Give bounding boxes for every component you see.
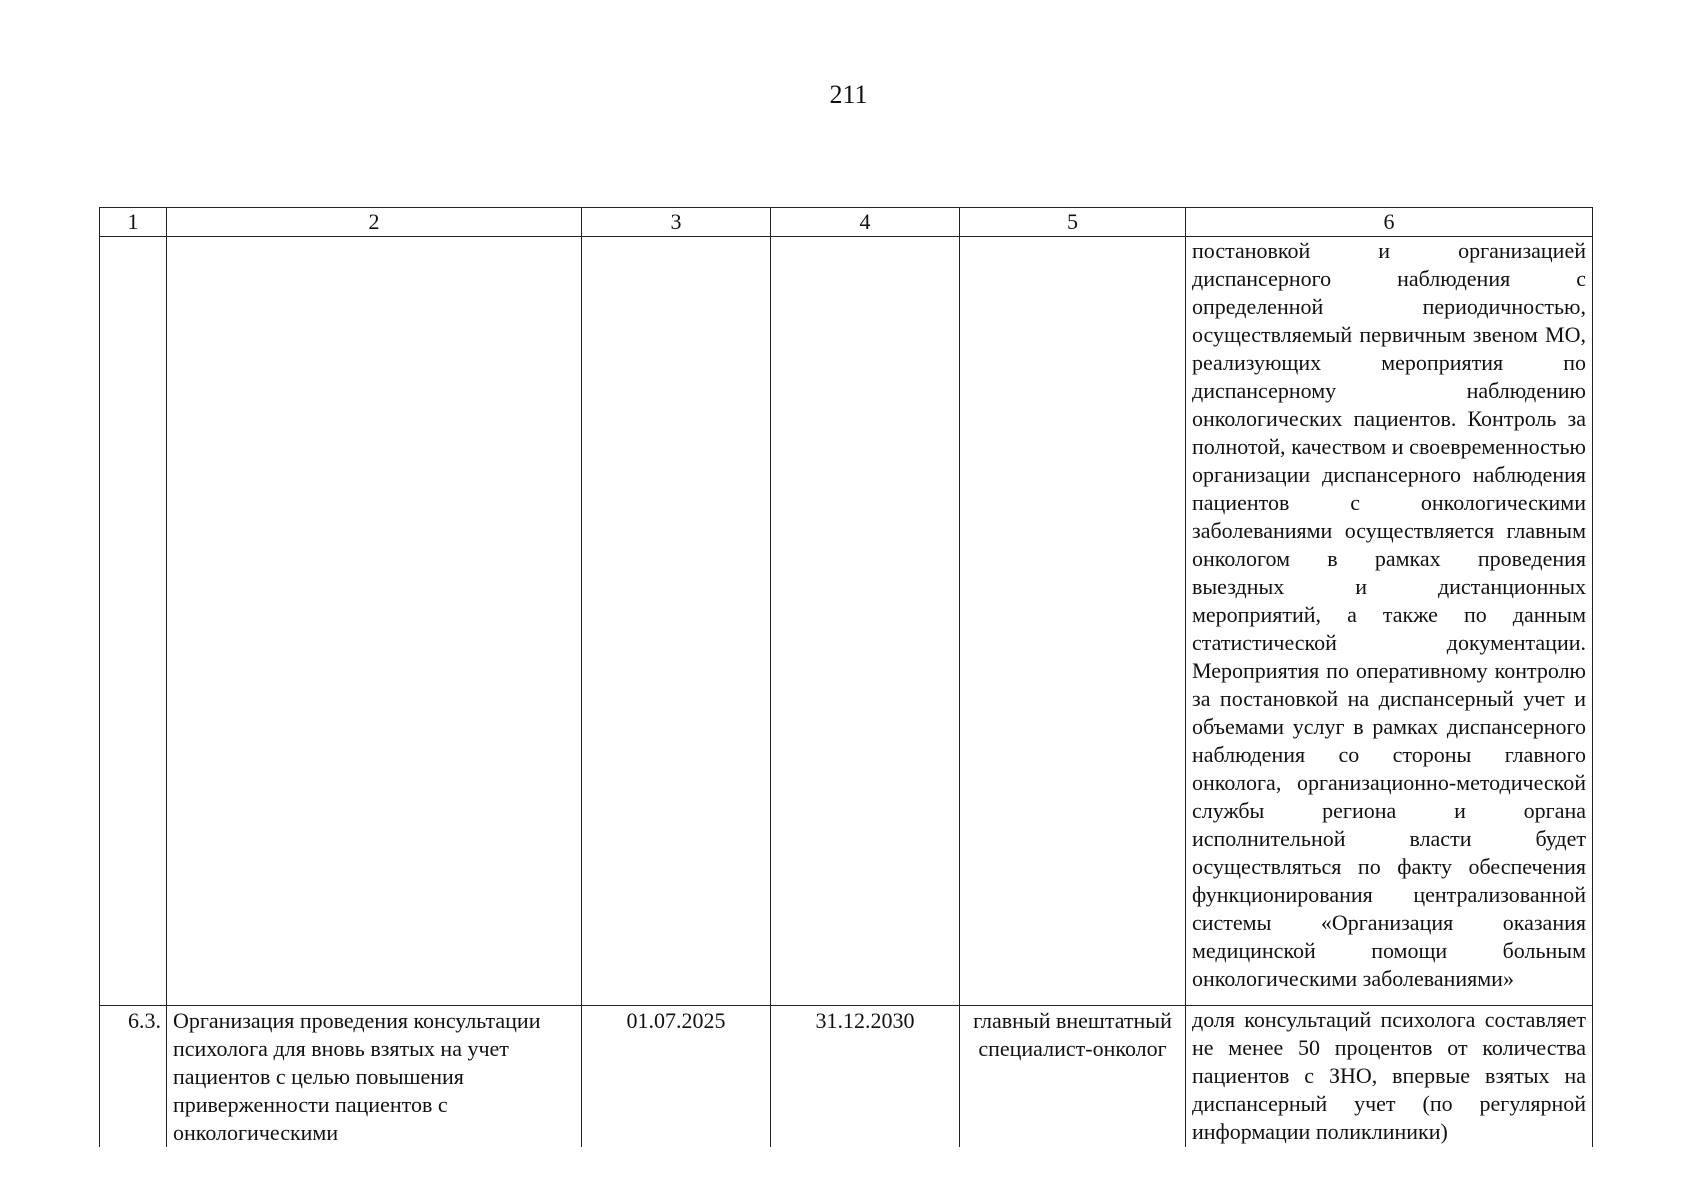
continuation-cell-1: [100, 237, 167, 1006]
continuation-cell-2: [167, 237, 582, 1006]
column-header-6: 6: [1186, 208, 1593, 237]
table-row-6-3: [100, 1006, 1593, 1148]
continuation-cell-4: [771, 237, 960, 1006]
row-number: 6.3.: [100, 1006, 167, 1148]
page-number: 211: [829, 80, 868, 109]
column-header-1: 1: [100, 208, 167, 237]
continuation-result-text: постановкой и организацией диспансерного наблюдения с определенной периодичностью, осуществляемый первичным звеном МО, реализующих мероприятия по диспансерному наблюдению онкологических пациентов. Контроль за полнотой, качеством и своевременностью организации диспансерного наблюдения пациентов с онкологическими заболеваниями осуществляется главным онкологом в рамках проведения выездных и дистанционных мероприятий, а также по данным статистической документации. Мероприятия по оперативному контролю за постановкой на диспансерный учет и объемами услуг в рамках диспансерного наблюдения со стороны главного онколога, организационно-методической службы региона и органа исполнительной власти будет осуществляться по факту обеспечения функционирования централизованной системы «Организация оказания медицинской помощи больным онкологическими заболеваниями»: [1186, 237, 1593, 1006]
table-row-continuation: [100, 237, 1593, 1006]
responsible-person: главный внештатный специалист-онколог: [960, 1006, 1186, 1148]
table-header-row: [100, 208, 1593, 237]
continuation-cell-3: [582, 237, 771, 1006]
column-header-2: 2: [167, 208, 582, 237]
end-date: 31.12.2030: [771, 1006, 960, 1148]
continuation-cell-5: [960, 237, 1186, 1006]
column-header-3: 3: [582, 208, 771, 237]
activity-title: Организация проведения консультации психолога для вновь взятых на учет пациентов с целью повышения приверженности пациентов с онкологическими: [167, 1006, 582, 1148]
column-header-5: 5: [960, 208, 1186, 237]
expected-result: доля консультаций психолога составляет не менее 50 процентов от количества пациентов с ЗНО, впервые взятых на диспансерный учет (по регулярной информации поликлиники): [1186, 1006, 1593, 1148]
column-header-4: 4: [771, 208, 960, 237]
start-date: 01.07.2025: [582, 1006, 771, 1148]
plan-table: [99, 207, 1593, 1147]
